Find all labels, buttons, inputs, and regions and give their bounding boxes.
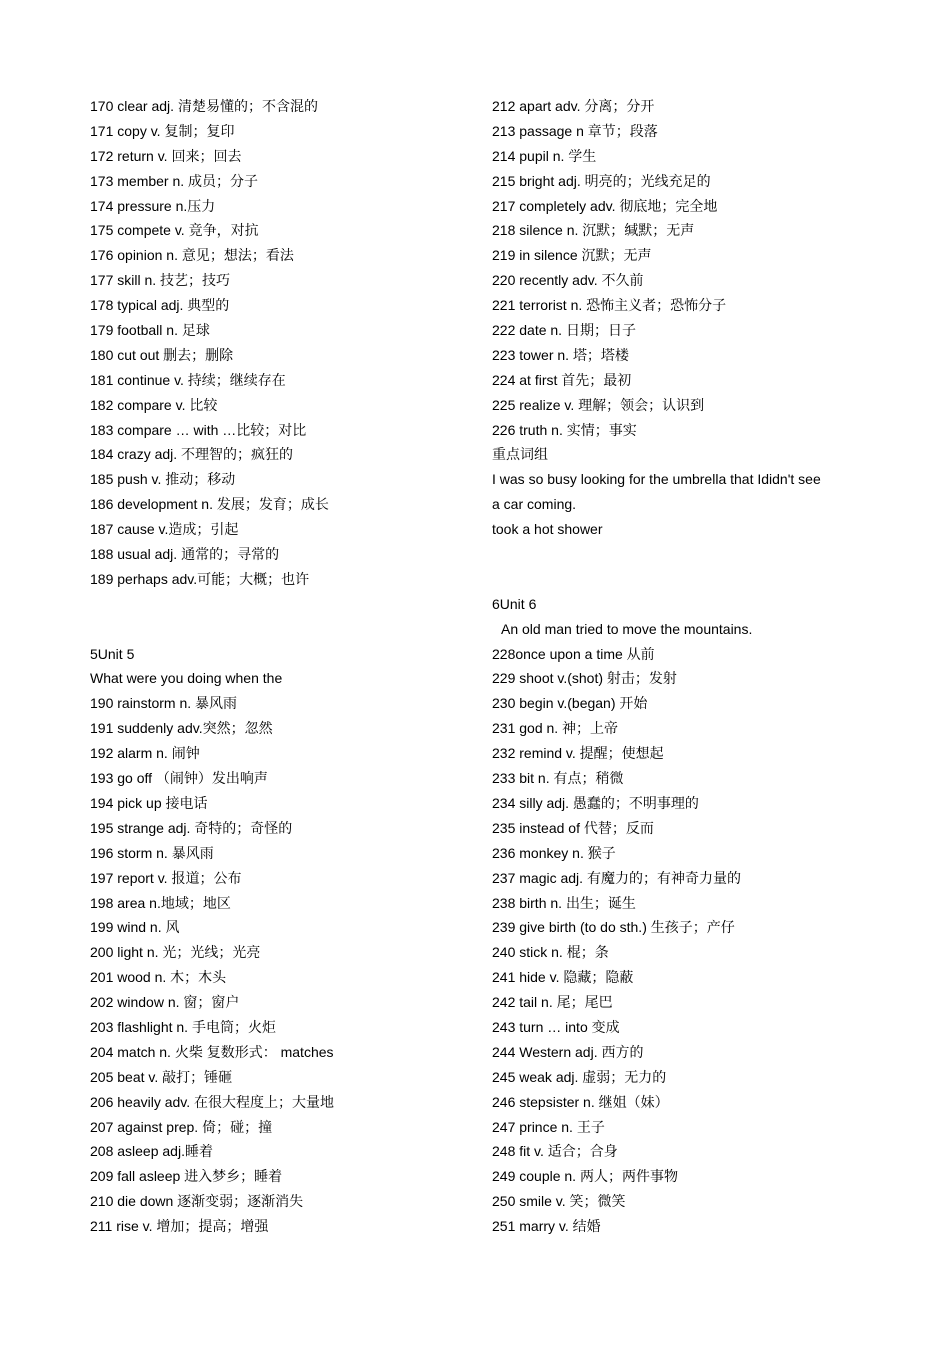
vocab-entry: 224 at first 首先；最初	[492, 371, 632, 388]
vocab-entry: 202 window n. 窗；窗户	[90, 994, 240, 1011]
vocab-entry: 231 god n. 神；上帝	[492, 720, 619, 737]
vocab-entry: 210 die down 逐渐变弱；逐渐消失	[90, 1193, 304, 1210]
vocab-entry: 209 fall asleep 进入梦乡；睡着	[90, 1168, 283, 1185]
vocab-entry: 238 birth n. 出生；诞生	[492, 894, 636, 911]
vocab-entry: 214 pupil n. 学生	[492, 147, 597, 164]
vocab-entry: 233 bit n. 有点；稍微	[492, 770, 624, 787]
vocab-entry: 189 perhaps adv.可能；大概；也许	[90, 570, 310, 587]
blank-line	[90, 592, 470, 617]
vocab-entry: 217 completely adv. 彻底地；完全地	[492, 197, 718, 214]
left-column	[90, 94, 470, 1239]
vocab-entry: 220 recently adv. 不久前	[492, 272, 644, 289]
vocab-entry: 196 storm n. 暴风雨	[90, 844, 214, 861]
vocab-entry: 205 beat v. 敲打；锤砸	[90, 1068, 233, 1085]
vocab-entry: 192 alarm n. 闹钟	[90, 745, 200, 762]
vocab-entry: 186 development n. 发展；发育；成长	[90, 496, 329, 513]
vocab-entry: 211 rise v. 增加；提高；增强	[90, 1218, 269, 1235]
vocab-entry: 250 smile v. 笑；微笑	[492, 1193, 626, 1210]
vocab-entry: 170 clear adj. 清楚易懂的；不含混的	[90, 98, 318, 114]
unit-heading: 5Unit 5	[90, 645, 135, 662]
vocab-entry: 251 marry v. 结婚	[492, 1218, 601, 1235]
vocab-entry: 173 member n. 成员；分子	[90, 172, 259, 189]
vocab-entry: 201 wood n. 木；木头	[90, 969, 227, 986]
sentence-line: I was so busy looking for the umbrella that Ididn't see	[492, 471, 821, 488]
vocab-entry: 249 couple n. 两人；两件事物	[492, 1168, 678, 1185]
vocab-entry: 237 magic adj. 有魔力的；有神奇力量的	[492, 869, 741, 886]
vocab-entry: 203 flashlight n. 手电筒；火炬	[90, 1018, 276, 1035]
section-heading: 重点词组	[492, 446, 548, 463]
vocab-entry: 213 passage n 章节；段落	[492, 122, 658, 139]
vocab-entry: 242 tail n. 尾；尾巴	[492, 994, 613, 1011]
vocab-entry: 171 copy v. 复制；复印	[90, 122, 235, 139]
vocab-entry: 197 report v. 报道；公布	[90, 869, 242, 886]
vocab-entry: 223 tower n. 塔；塔楼	[492, 346, 629, 363]
vocab-entry: 228once upon a time 从前	[492, 645, 655, 662]
blank-line	[90, 617, 470, 642]
vocab-entry: 235 instead of 代替；反而	[492, 819, 654, 836]
vocab-entry: 230 begin v.(began) 开始	[492, 695, 648, 712]
vocab-entry: 241 hide v. 隐藏；隐蔽	[492, 969, 634, 986]
vocab-entry: 185 push v. 推动；移动	[90, 471, 236, 488]
unit-heading: 6Unit 6	[492, 595, 537, 612]
vocab-entry: 226 truth n. 实情；事实	[492, 421, 637, 438]
vocab-entry: 234 silly adj. 愚蠢的；不明事理的	[492, 794, 699, 811]
vocab-entry: 232 remind v. 提醒；使想起	[492, 745, 664, 762]
vocab-entry: 206 heavily adv. 在很大程度上；大量地	[90, 1093, 335, 1110]
vocab-entry: 248 fit v. 适合；合身	[492, 1143, 618, 1160]
vocab-entry: 244 Western adj. 西方的	[492, 1043, 644, 1060]
vocab-entry: 191 suddenly adv.突然；忽然	[90, 720, 273, 737]
vocab-entry: 198 area n.地域；地区	[90, 894, 231, 911]
vocab-entry: 183 compare … with …比较；对比	[90, 421, 307, 438]
vocab-entry: 172 return v. 回来；回去	[90, 147, 242, 164]
vocab-entry: 200 light n. 光；光线；光亮	[90, 944, 261, 961]
vocab-entry: 204 match n. 火柴 复数形式： matches	[90, 1043, 334, 1060]
sentence-line: What were you doing when the	[90, 670, 283, 687]
vocab-entry: 246 stepsister n. 继姐（妹）	[492, 1093, 669, 1110]
vocab-entry: 194 pick up 接电话	[90, 794, 208, 811]
sentence-line: a car coming.	[492, 496, 577, 513]
vocab-entry: 215 bright adj. 明亮的；光线充足的	[492, 172, 711, 189]
vocab-entry: 245 weak adj. 虚弱；无力的	[492, 1068, 667, 1085]
vocab-entry: 218 silence n. 沉默；缄默；无声	[492, 222, 695, 239]
vocab-entry: 240 stick n. 棍；条	[492, 944, 609, 961]
vocab-entry: 181 continue v. 持续；继续存在	[90, 371, 286, 388]
vocab-entry: 208 asleep adj.睡着	[90, 1143, 213, 1160]
vocab-entry: 207 against prep. 倚；碰；撞	[90, 1118, 273, 1135]
vocab-entry: 236 monkey n. 猴子	[492, 844, 616, 861]
vocab-entry: 239 give birth (to do sth.) 生孩子；产仔	[492, 919, 735, 936]
vocab-entry: 222 date n. 日期；日子	[492, 322, 636, 339]
vocab-entry: 187 cause v.造成；引起	[90, 521, 239, 538]
vocab-entry: 178 typical adj. 典型的	[90, 297, 230, 314]
vocab-entry: 229 shoot v.(shot) 射击；发射	[492, 670, 677, 687]
vocab-entry: 188 usual adj. 通常的；寻常的	[90, 546, 280, 563]
vocab-entry: 195 strange adj. 奇特的；奇怪的	[90, 819, 293, 836]
blank-line	[492, 567, 867, 592]
right-column	[492, 94, 867, 1239]
vocab-entry: 243 turn … into 变成	[492, 1018, 620, 1035]
sentence-line: took a hot shower	[492, 521, 603, 538]
blank-line	[492, 542, 867, 567]
vocab-entry: 176 opinion n. 意见；想法；看法	[90, 247, 294, 264]
vocab-entry: 184 crazy adj. 不理智的；疯狂的	[90, 446, 294, 463]
unit-subtitle: An old man tried to move the mountains.	[501, 620, 753, 637]
vocab-entry: 180 cut out 删去；删除	[90, 346, 234, 363]
vocab-entry: 193 go off （闹钟）发出响声	[90, 770, 268, 787]
vocab-entry: 179 football n. 足球	[90, 322, 210, 339]
vocab-entry: 177 skill n. 技艺；技巧	[90, 272, 231, 289]
vocab-entry: 199 wind n. 风	[90, 919, 180, 936]
vocab-entry: 174 pressure n.压力	[90, 197, 216, 214]
vocab-entry: 247 prince n. 王子	[492, 1118, 605, 1135]
vocab-entry: 190 rainstorm n. 暴风雨	[90, 695, 238, 712]
vocab-entry: 219 in silence 沉默；无声	[492, 247, 652, 264]
vocab-entry: 221 terrorist n. 恐怖主义者；恐怖分子	[492, 297, 727, 314]
vocab-entry: 175 compete v. 竞争，对抗	[90, 222, 259, 239]
vocab-entry: 212 apart adv. 分离；分开	[492, 98, 655, 114]
vocab-entry: 182 compare v. 比较	[90, 396, 218, 413]
vocab-entry: 225 realize v. 理解；领会；认识到	[492, 396, 705, 413]
